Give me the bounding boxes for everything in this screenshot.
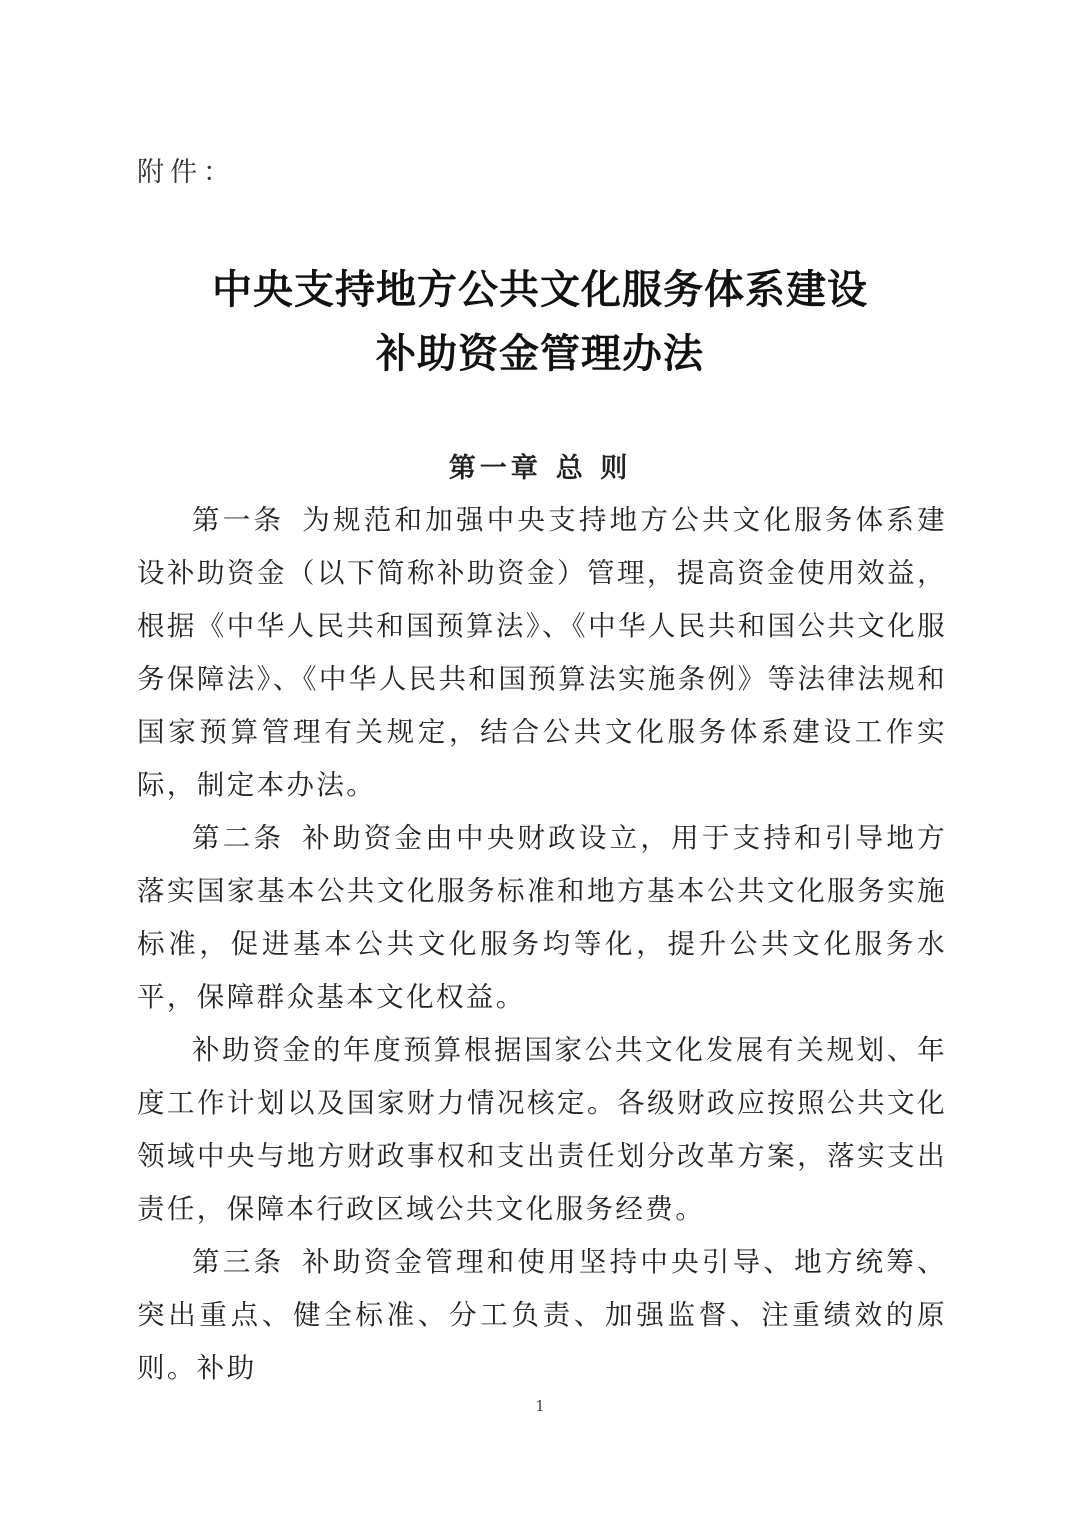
article-1 [137,494,947,812]
article-2 [137,812,947,1024]
document-body [137,494,947,1395]
article-2-paragraph-2: 补助资金的年度预算根据国家公共文化发展有关规划、年度工作计划以及国家财力情况核定。各级财政应按照公共文化领域中央与地方财政事权和支出责任划分改革方案，落实支出责任，保障本行政区域公共文化服务经费。 [137,1034,947,1225]
article-1-text: 为规范和加强中央支持地方公共文化服务体系建设补助资金（以下简称补助资金）管理，提高资金使用效益，根据《中华人民共和国预算法》、《中华人民共和国公共文化服务保障法》、《中华人民共和国预算法实施条例》等法律法规和国家预算管理有关规定，结合公共文化服务体系建设工作实际，制定本办法。 [137,504,947,801]
attachment-label: 附件： [137,157,236,188]
article-1-head: 第一条 [192,504,285,536]
chapter-heading [0,446,1080,485]
document-title-line-1: 中央支持地方公共文化服务体系建设 [212,267,868,313]
article-3 [137,1236,947,1395]
article-3-text: 补助资金管理和使用坚持中央引导、地方统筹、突出重点、健全标准、分工负责、加强监督、注重绩效的原则。补助 [137,1246,947,1384]
page-number: 1 [535,1397,545,1415]
chapter-name: 总 则 [555,453,632,484]
article-2-text: 补助资金由中央财政设立，用于支持和引导地方落实国家基本公共文化服务标准和地方基本公共文化服务实施标准，促进基本公共文化服务均等化，提升公共文化服务水平，保障群众基本文化权益。 [137,822,947,1013]
article-3-head: 第三条 [192,1246,285,1278]
document-title-line-2: 补助资金管理办法 [376,331,704,377]
chapter-number: 第一章 [448,453,542,484]
article-2-head: 第二条 [192,822,285,854]
